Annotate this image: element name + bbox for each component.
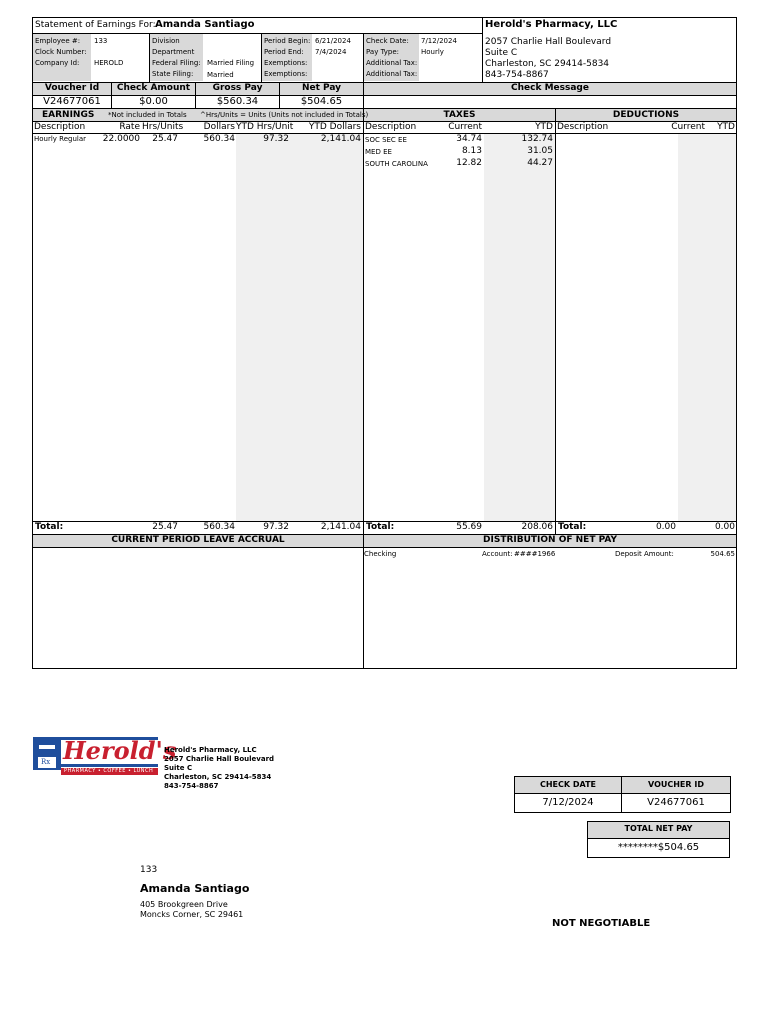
earnings-total-hours: 25.47 (152, 522, 178, 532)
header-right-divider (482, 17, 483, 82)
taxes-shaded-column (484, 134, 555, 521)
deductions-col-ytd: YTD (717, 122, 735, 132)
info-divider-3 (363, 33, 364, 82)
taxes-total-label: Total: (366, 522, 395, 532)
taxes-col-ytd: YTD (535, 122, 553, 132)
earnings-taxes-divider (363, 108, 364, 535)
deductions-total-label: Total: (558, 522, 587, 532)
company-id-label: Company Id: (35, 59, 80, 67)
earnings-col-dollars: Dollars (203, 122, 235, 132)
taxes-total-ytd: 208.06 (521, 522, 553, 532)
earnings-total-dollars: 560.34 (203, 522, 235, 532)
earnings-shaded-column (236, 134, 363, 521)
employee-number-label: Employee #: (35, 37, 81, 45)
voucher-id-value: V24677061 (43, 96, 101, 107)
deductions-total-ytd: 0.00 (714, 522, 735, 532)
taxes-deductions-divider (555, 108, 556, 535)
pay-type-label: Pay Type: (366, 48, 400, 56)
check-date-value: 7/12/2024 (542, 797, 594, 808)
tax-row-2-current: 8.13 (461, 146, 482, 156)
deductions-total-current: 0.00 (655, 522, 676, 532)
period-begin-label: Period Begin: (264, 37, 311, 45)
net-pay-value: $504.65 (300, 96, 343, 107)
distribution-deposit-label: Deposit Amount: (615, 550, 674, 558)
statement-label: Statement of Earnings For: (35, 20, 156, 30)
period-end-label: Period End: (264, 48, 304, 56)
period-begin: 6/21/2024 (315, 37, 351, 45)
earnings-note-1: *Not included in Totals (108, 111, 187, 119)
state-filing-label: State Filing: (152, 70, 194, 78)
additional-tax-label-1: Additional Tax: (366, 59, 418, 67)
info-divider-2 (261, 33, 262, 82)
division-label: Division (152, 37, 180, 45)
logo-wordmark: Herold's (63, 736, 177, 765)
check-info-header-line (514, 793, 731, 794)
earnings-col-description: Description (34, 122, 86, 132)
payee-address-2: Moncks Corner, SC 29461 (140, 910, 244, 919)
logo-rx: Rx (41, 758, 51, 766)
check-company-address-3: Charleston, SC 29414-5834 (164, 773, 272, 781)
employee-number: 133 (94, 37, 108, 45)
tax-row-1-current: 34.74 (456, 134, 482, 144)
voucher-id-header-check: VOUCHER ID (648, 780, 704, 789)
tax-row-1-description: SOC SEC EE (365, 136, 407, 144)
check-company-address-1: 2057 Charlie Hall Boulevard (164, 755, 275, 763)
not-negotiable-stamp: NOT NEGOTIABLE (552, 918, 651, 929)
deductions-col-current: Current (671, 122, 705, 132)
period-end: 7/4/2024 (315, 48, 347, 56)
earnings-row-description: Hourly Regular (34, 135, 87, 143)
company-address-2: Suite C (485, 48, 518, 58)
earnings-col-ytd-hours: YTD Hrs/Unit (236, 122, 294, 132)
tax-row-2-description: MED EE (365, 148, 392, 156)
employee-name: Amanda Santiago (155, 19, 255, 30)
tax-row-3-description: SOUTH CAROLINA (365, 160, 428, 168)
earnings-total-label: Total: (35, 522, 64, 532)
gross-pay-value: $560.34 (216, 96, 259, 107)
taxes-title: TAXES (443, 110, 476, 120)
company-phone: 843-754-8867 (485, 70, 549, 80)
lower-header-line (32, 547, 737, 548)
earnings-total-ytd-dollars: 2,141.04 (320, 522, 361, 532)
gross-pay-header: Gross Pay (212, 83, 263, 93)
deductions-shaded-column (678, 134, 736, 521)
total-net-pay-header-line (587, 838, 730, 839)
tax-row-1-ytd: 132.74 (521, 134, 553, 144)
company-logo (33, 736, 177, 775)
exemptions-label-2: Exemptions: (264, 70, 308, 78)
tax-row-2-ytd: 31.05 (527, 146, 553, 156)
distribution-account-label: Account: (482, 550, 513, 558)
taxes-col-description: Description (365, 122, 417, 132)
tax-row-3-current: 12.82 (456, 158, 482, 168)
earnings-row-dollars: 560.34 (203, 134, 235, 144)
check-amount-value: $0.00 (139, 96, 168, 107)
check-message-header: Check Message (511, 83, 589, 93)
earnings-col-rate: Rate (119, 122, 140, 132)
company-address-3: Charleston, SC 29414-5834 (485, 59, 610, 69)
pay-type: Hourly (421, 48, 444, 56)
clock-number-label: Clock Number: (35, 48, 87, 56)
department-label: Department (152, 48, 195, 56)
check-date: 7/12/2024 (421, 37, 457, 45)
payee-number: 133 (140, 865, 158, 875)
earnings-row-ytd-dollars: 2,141.04 (320, 134, 361, 144)
federal-filing-label: Federal Filing: (152, 59, 201, 67)
net-pay-header: Net Pay (301, 83, 342, 93)
check-company-name: Herold's Pharmacy, LLC (164, 746, 257, 754)
total-net-pay-value: ********$504.65 (617, 842, 700, 853)
check-date-header: CHECK DATE (539, 780, 597, 789)
total-net-pay-header: TOTAL NET PAY (624, 824, 693, 833)
payee-name: Amanda Santiago (140, 882, 250, 895)
state-filing: Married (207, 71, 234, 79)
voucher-id-header: Voucher Id (44, 83, 100, 93)
deductions-col-description: Description (557, 122, 609, 132)
distribution-deposit-amount: 504.65 (710, 550, 735, 558)
logo-tagline: PHARMACY • COFFEE • LUNCH (64, 768, 154, 774)
info-divider-1 (149, 33, 150, 82)
distribution-title: DISTRIBUTION OF NET PAY (483, 535, 617, 545)
deductions-title: DEDUCTIONS (612, 110, 680, 120)
check-amount-header: Check Amount (116, 83, 191, 93)
company-address-1: 2057 Charlie Hall Boulevard (485, 37, 612, 47)
earnings-row-ytd-hours: 97.32 (263, 134, 289, 144)
company-name: Herold's Pharmacy, LLC (485, 19, 618, 30)
check-date-label: Check Date: (366, 37, 409, 45)
distribution-account: ####1966 (514, 550, 556, 558)
taxes-total-current: 55.69 (456, 522, 482, 532)
exemptions-label-1: Exemptions: (264, 59, 308, 67)
earnings-note-2: ^Hrs/Units = Units (Units not included in Totals) (200, 111, 369, 119)
earnings-col-ytd-dollars: YTD Dollars (308, 122, 361, 132)
earnings-total-ytd-hours: 97.32 (263, 522, 289, 532)
earnings-row-hours: 25.47 (152, 134, 178, 144)
earnings-col-hours: Hrs/Units (142, 122, 184, 132)
leave-accrual-title: CURRENT PERIOD LEAVE ACCRUAL (111, 535, 285, 545)
payee-address-1: 405 Brookgreen Drive (140, 900, 228, 909)
earnings-title: EARNINGS (42, 110, 95, 120)
company-id: HEROLD (94, 59, 124, 67)
earnings-row-rate: 22.0000 (102, 134, 140, 144)
check-company-phone: 843-754-8867 (164, 782, 219, 790)
voucher-id-value-check: V24677061 (647, 797, 705, 808)
check-company-address-2: Suite C (164, 764, 193, 772)
tax-row-3-ytd: 44.27 (527, 158, 553, 168)
taxes-col-current: Current (448, 122, 482, 132)
federal-filing: Married Filing (207, 59, 255, 67)
distribution-type: Checking (364, 550, 397, 558)
additional-tax-label-2: Additional Tax: (366, 70, 418, 78)
